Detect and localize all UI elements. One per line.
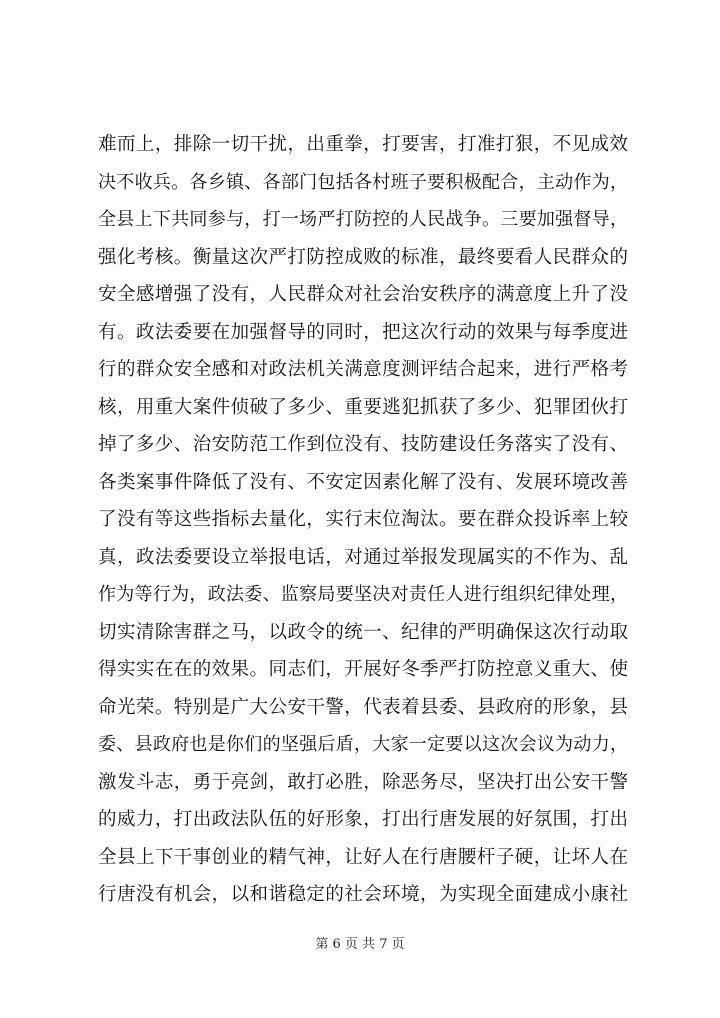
text-line: 行唐没有机会，以和谐稳定的社会环境，为实现全面建成小康社 — [98, 884, 628, 905]
text-line: 全县上下干事创业的精气神，让好人在行唐腰杆子硬，让坏人在 — [98, 846, 628, 868]
text-line: 激发斗志，勇于亮剑，敢打必胜，除恶务尽，坚决打出公安干警 — [98, 771, 628, 793]
text-line: 强化考核。衡量这次严打防控成败的标准，最终要看人民群众的 — [98, 246, 628, 268]
text-line: 真，政法委要设立举报电话，对通过举报发现属实的不作为、乱 — [98, 546, 628, 568]
text-line: 了没有等这些指标去量化，实行末位淘汰。要在群众投诉率上较 — [98, 509, 628, 530]
text-line: 委、县政府也是你们的坚强后盾，大家一定要以这次会议为动力， — [98, 734, 628, 755]
text-line: 难而上，排除一切干扰，出重拳，打要害，打准打狠，不见成效 — [98, 134, 628, 155]
text-line: 安全感增强了没有，人民群众对社会治安秩序的满意度上升了没 — [98, 284, 628, 305]
text-line: 行的群众安全感和对政法机关满意度测评结合起来，进行严格考 — [98, 359, 628, 380]
text-line: 作为等行为，政法委、监察局要坚决对责任人进行组织纪律处理， — [98, 584, 628, 605]
text-line: 核，用重大案件侦破了多少、重要逃犯抓获了多少、犯罪团伙打 — [98, 396, 628, 418]
text-line: 全县上下共同参与，打一场严打防控的人民战争。三要加强督导， — [98, 209, 628, 230]
text-line: 掉了多少、治安防范工作到位没有、技防建设任务落实了没有、 — [98, 434, 628, 455]
page-number-footer: 第 6 页 共 7 页 — [315, 937, 405, 952]
body-paragraph — [98, 126, 628, 914]
text-line: 命光荣。特别是广大公安干警，代表着县委、县政府的形象，县 — [98, 696, 628, 718]
text-line: 有。政法委要在加强督导的同时，把这次行动的效果与每季度进 — [98, 321, 628, 343]
text-line: 切实清除害群之马，以政令的统一、纪律的严明确保这次行动取 — [98, 621, 628, 643]
text-line: 各类案事件降低了没有、不安定因素化解了没有、发展环境改善 — [98, 471, 628, 493]
text-line: 得实实在在的效果。同志们，开展好冬季严打防控意义重大、使 — [98, 659, 628, 680]
text-line: 的威力，打出政法队伍的好形象，打出行唐发展的好氛围，打出 — [98, 809, 628, 830]
text-line: 决不收兵。各乡镇、各部门包括各村班子要积极配合，主动作为， — [98, 171, 628, 193]
